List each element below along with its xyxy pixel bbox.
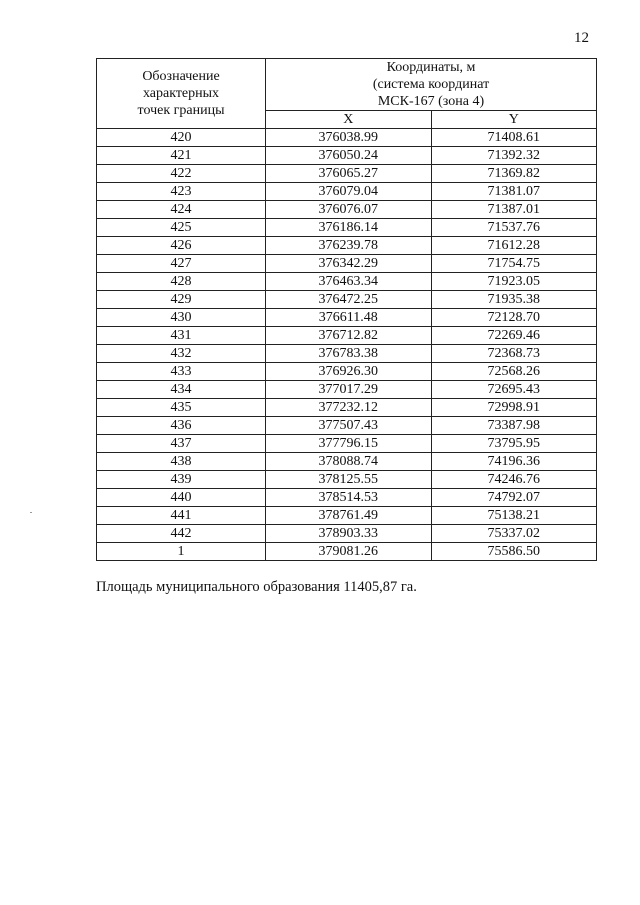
y-cell: 75138.21 (431, 507, 597, 525)
y-cell: 72128.70 (431, 309, 597, 327)
y-cell: 71537.76 (431, 219, 597, 237)
y-cell: 72368.73 (431, 345, 597, 363)
table-header-row (97, 59, 597, 111)
table-row (97, 183, 597, 201)
table-row (97, 273, 597, 291)
y-cell: 71381.07 (431, 183, 597, 201)
y-cell: 71369.82 (431, 165, 597, 183)
x-cell: 376050.24 (266, 147, 432, 165)
y-cell: 71923.05 (431, 273, 597, 291)
y-cell: 72998.91 (431, 399, 597, 417)
x-cell: 376783.38 (266, 345, 432, 363)
point-header-line: характерных (142, 86, 220, 101)
table-row (97, 291, 597, 309)
point-cell: 432 (97, 345, 266, 363)
table-row (97, 507, 597, 525)
point-cell: 423 (97, 183, 266, 201)
y-cell: 75337.02 (431, 525, 597, 543)
y-cell: 72568.26 (431, 363, 597, 381)
table-row (97, 345, 597, 363)
point-header-line: Обозначение (142, 69, 220, 84)
table-row (97, 525, 597, 543)
coords-header-line: МСК-167 (зона 4) (377, 94, 485, 109)
y-cell: 71612.28 (431, 237, 597, 255)
y-cell: 74196.36 (431, 453, 597, 471)
point-cell: 429 (97, 291, 266, 309)
y-column-header: Y (431, 111, 597, 129)
y-cell: 71754.75 (431, 255, 597, 273)
y-cell: 73795.95 (431, 435, 597, 453)
area-statement: Площадь муниципального образования 11405,87 га. (96, 579, 417, 595)
point-cell: 426 (97, 237, 266, 255)
point-header-line: точек границы (137, 103, 225, 118)
x-cell: 378514.53 (266, 489, 432, 507)
table-row (97, 165, 597, 183)
point-cell: 437 (97, 435, 266, 453)
point-cell: 433 (97, 363, 266, 381)
table-row (97, 237, 597, 255)
table-body (97, 129, 597, 561)
point-cell: 441 (97, 507, 266, 525)
table-row (97, 201, 597, 219)
x-cell: 376065.27 (266, 165, 432, 183)
x-cell: 376926.30 (266, 363, 432, 381)
x-cell: 377796.15 (266, 435, 432, 453)
x-cell: 378088.74 (266, 453, 432, 471)
table-row (97, 471, 597, 489)
y-cell: 74792.07 (431, 489, 597, 507)
page-number: 12 (574, 30, 589, 46)
y-cell: 72695.43 (431, 381, 597, 399)
y-cell: 71392.32 (431, 147, 597, 165)
x-cell: 377507.43 (266, 417, 432, 435)
point-cell: 421 (97, 147, 266, 165)
table-row (97, 453, 597, 471)
y-cell: 75586.50 (431, 543, 597, 561)
point-cell: 442 (97, 525, 266, 543)
point-cell: 420 (97, 129, 266, 147)
y-cell: 71935.38 (431, 291, 597, 309)
table-row (97, 399, 597, 417)
point-cell: 422 (97, 165, 266, 183)
x-cell: 376342.29 (266, 255, 432, 273)
y-cell: 72269.46 (431, 327, 597, 345)
point-column-header (97, 59, 266, 129)
table-row (97, 381, 597, 399)
x-cell: 378125.55 (266, 471, 432, 489)
table-row (97, 489, 597, 507)
y-cell: 71408.61 (431, 129, 597, 147)
table-row (97, 417, 597, 435)
coords-header-line: Координаты, м (386, 60, 476, 75)
point-cell: 424 (97, 201, 266, 219)
x-cell: 377017.29 (266, 381, 432, 399)
x-cell: 376463.34 (266, 273, 432, 291)
table-row (97, 219, 597, 237)
x-cell: 377232.12 (266, 399, 432, 417)
x-cell: 376712.82 (266, 327, 432, 345)
point-cell: 436 (97, 417, 266, 435)
table-row (97, 543, 597, 561)
table-row (97, 255, 597, 273)
x-column-header: X (266, 111, 432, 129)
table-row (97, 327, 597, 345)
x-cell: 376239.78 (266, 237, 432, 255)
y-cell: 73387.98 (431, 417, 597, 435)
y-cell: 71387.01 (431, 201, 597, 219)
coords-header-line: (система координат (372, 77, 490, 92)
point-cell: 430 (97, 309, 266, 327)
point-cell: 440 (97, 489, 266, 507)
x-cell: 376079.04 (266, 183, 432, 201)
coordinates-group-header (266, 59, 597, 111)
table-row (97, 363, 597, 381)
point-cell: 431 (97, 327, 266, 345)
table-row (97, 129, 597, 147)
x-cell: 376038.99 (266, 129, 432, 147)
x-cell: 378761.49 (266, 507, 432, 525)
x-cell: 376472.25 (266, 291, 432, 309)
x-cell: 378903.33 (266, 525, 432, 543)
coordinates-table (96, 58, 597, 561)
point-cell: 438 (97, 453, 266, 471)
table-row (97, 147, 597, 165)
point-cell: 434 (97, 381, 266, 399)
table-row (97, 309, 597, 327)
table-row (97, 435, 597, 453)
point-cell: 428 (97, 273, 266, 291)
point-cell: 425 (97, 219, 266, 237)
scan-speck (30, 512, 32, 513)
point-cell: 427 (97, 255, 266, 273)
point-cell: 435 (97, 399, 266, 417)
point-cell: 1 (97, 543, 266, 561)
x-cell: 379081.26 (266, 543, 432, 561)
point-cell: 439 (97, 471, 266, 489)
x-cell: 376611.48 (266, 309, 432, 327)
x-cell: 376076.07 (266, 201, 432, 219)
y-cell: 74246.76 (431, 471, 597, 489)
x-cell: 376186.14 (266, 219, 432, 237)
